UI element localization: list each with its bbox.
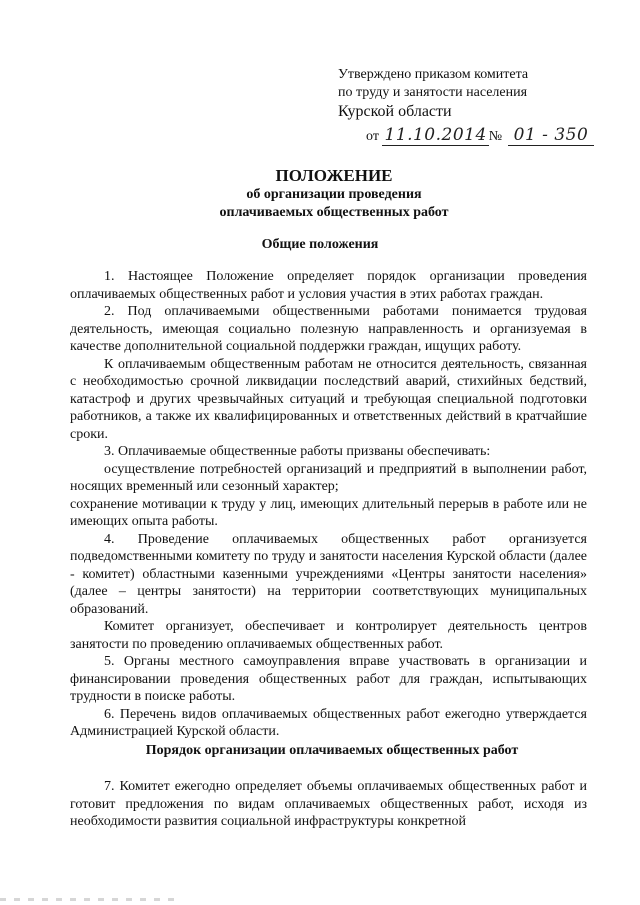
section-procedure-body [70,778,587,831]
paragraph: 3. Оплачиваемые общественные работы призваны обеспечивать: [104,444,491,459]
handwritten-order-number: 01 - 350 [508,125,595,146]
approval-line-2: по труду и занятости населения [338,85,528,100]
approval-line-1: Утверждено приказом комитета [338,67,529,82]
section-heading-general: Общие положения [261,237,379,252]
scan-edge-artifact [0,898,180,901]
paragraph: осуществление потребностей организаций и предприятий в выполнении работ, носящих временный или сезонный характер; [70,461,587,494]
paragraph: 4. Проведение оплачиваемых общественных работ организуется подведомственными комитету по труду и занятости населения Курской области (далее - комитет) областными казенными учреждениями «Центры занятости населения» (далее – центры занятости) на территории соответствующих муниципальных образований. [70,531,587,617]
paragraph: 7. Комитет ежегодно определяет объемы оплачиваемых общественных работ и готовит предложения по видам оплачиваемых общественных работ, исходя из необходимости развития социальной инфраструктуры конкретной [70,779,587,829]
paragraph: 2. Под оплачиваемыми общественными работами понимается трудовая деятельность, имеющая социально полезную направленность и организуемая в качестве дополнительной социальной поддержки граждан, ищущих работу. [70,304,587,354]
section-general-body [70,268,587,741]
document-subtitle-2: оплачиваемых общественных работ [219,205,449,220]
document-title: ПОЛОЖЕНИЕ [275,166,393,185]
paragraph: 5. Органы местного самоуправления вправе участвовать в организации и финансировании проведения общественных работ для граждан, испытывающих трудности в поиске работы. [70,654,587,704]
number-symbol: № [488,129,503,144]
handwritten-date: 11.10.2014 [384,125,487,145]
section-heading-procedure: Порядок организации оплачиваемых общественных работ [145,743,519,758]
paragraph: К оплачиваемым общественным работам не относится деятельность, связанная с необходимостью срочной ликвидации последствий аварий, стихийных бедствий, катастроф и других чрезвычайных ситуаций и требующая специальной подготовки работников, а также их квалифицированных и ответственных действий в кратчайшие сроки. [70,356,587,442]
document-title-block [0,166,640,222]
approval-date-number-line [366,126,616,146]
paragraph: 1. Настоящее Положение определяет порядок организации проведения оплачиваемых общественных работ и условия участия в этих работах граждан. [70,269,587,302]
paragraph: Комитет организует, обеспечивает и контролирует деятельность центров занятости по проведению оплачиваемых общественных работ. [70,619,587,652]
approval-stamp-block [338,66,588,146]
document-subtitle-1: об организации проведения [246,187,422,202]
date-prefix: от [366,129,379,144]
approval-line-3: Курской области [338,103,452,120]
paragraph: сохранение мотивации к труду у лиц, имеющих длительный перерыв в работе или не имеющих опыта работы. [70,496,587,529]
paragraph: 6. Перечень видов оплачиваемых общественных работ ежегодно утверждается Администрацией Курской области. [70,706,587,739]
